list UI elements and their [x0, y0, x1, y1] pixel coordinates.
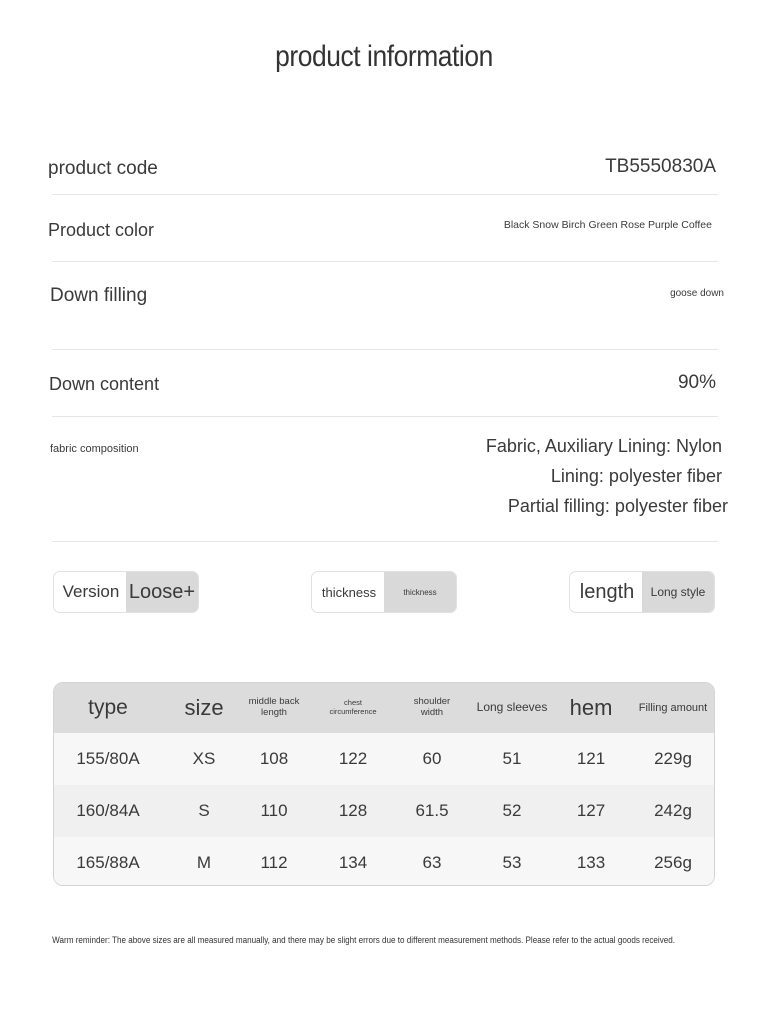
cell-hem: 133 — [576, 853, 606, 873]
field-down-filling — [48, 283, 724, 311]
down-content-label: Down content — [49, 374, 160, 394]
divider — [52, 416, 718, 417]
header-shoulder-width: shoulder width — [413, 696, 451, 718]
header-chest-circumference: chest circumference — [329, 698, 377, 716]
size-table — [53, 682, 715, 886]
product-color-label: Product color — [48, 220, 155, 240]
cell-type: 160/84A — [76, 801, 140, 821]
field-product-code — [48, 156, 720, 184]
page-title: product information — [275, 40, 493, 73]
thickness-value: thickness — [384, 572, 456, 612]
divider — [52, 541, 718, 542]
fabric-line-2: Lining: polyester fiber — [550, 466, 722, 486]
cell-filling-amount: 229g — [654, 749, 692, 769]
header-middle-back-length: middle back length — [248, 696, 300, 718]
attribute-version — [53, 571, 199, 613]
cell-size: S — [198, 801, 210, 821]
cell-chest-circumference: 134 — [338, 853, 368, 873]
product-color-value: Black Snow Birch Green Rose Purple Coffee — [503, 219, 712, 231]
cell-filling-amount: 242g — [654, 801, 692, 821]
cell-type: 165/88A — [76, 853, 140, 873]
cell-long-sleeves: 52 — [502, 801, 522, 821]
divider — [52, 261, 718, 262]
cell-shoulder-width: 63 — [422, 853, 442, 873]
version-value: Loose+ — [126, 572, 198, 612]
cell-chest-circumference: 128 — [338, 801, 368, 821]
cell-shoulder-width: 61.5 — [415, 801, 449, 821]
header-type: type — [88, 695, 128, 719]
table-row — [54, 785, 714, 837]
header-long-sleeves: Long sleeves — [476, 700, 548, 715]
table-header-row — [54, 683, 714, 733]
cell-middle-back-length: 110 — [260, 801, 288, 821]
cell-size: M — [196, 853, 212, 873]
field-down-content — [48, 372, 720, 400]
version-label: Version — [62, 582, 120, 601]
down-filling-label: Down filling — [50, 285, 148, 306]
divider — [52, 349, 718, 350]
down-filling-value: goose down — [670, 288, 724, 299]
cell-hem: 121 — [576, 749, 606, 769]
cell-hem: 127 — [576, 801, 606, 821]
down-content-value: 90% — [677, 372, 716, 393]
field-product-color — [48, 218, 720, 246]
product-code-label: product code — [48, 158, 158, 179]
fabric-composition-label: fabric composition — [50, 443, 139, 455]
field-fabric-composition — [48, 434, 728, 524]
cell-long-sleeves: 53 — [502, 853, 522, 873]
cell-type: 155/80A — [76, 749, 140, 769]
cell-chest-circumference: 122 — [338, 749, 368, 769]
cell-long-sleeves: 51 — [502, 749, 522, 769]
fabric-line-1: Fabric, Auxiliary Lining: Nylon — [485, 436, 722, 456]
header-size: size — [184, 695, 224, 721]
table-row — [54, 837, 714, 886]
length-value: Long style — [642, 572, 714, 612]
divider — [52, 194, 718, 195]
cell-filling-amount: 256g — [654, 853, 692, 873]
cell-size: XS — [192, 749, 216, 769]
thickness-label: thickness — [321, 584, 377, 600]
length-label: length — [579, 580, 635, 603]
header-hem: hem — [569, 695, 613, 721]
warm-reminder-note: Warm reminder: The above sizes are all measured manually, and there may be slight errors due to different measurement methods. Please refer to the actual goods received. — [52, 935, 676, 945]
header-filling-amount: Filling amount — [638, 701, 708, 714]
cell-shoulder-width: 60 — [422, 749, 442, 769]
attribute-thickness — [311, 571, 457, 613]
cell-middle-back-length: 108 — [259, 749, 289, 769]
fabric-line-3: Partial filling: polyester fiber — [507, 496, 728, 516]
table-row — [54, 733, 714, 785]
product-code-value: TB5550830A — [605, 156, 716, 177]
cell-middle-back-length: 112 — [260, 853, 288, 873]
attribute-length — [569, 571, 715, 613]
